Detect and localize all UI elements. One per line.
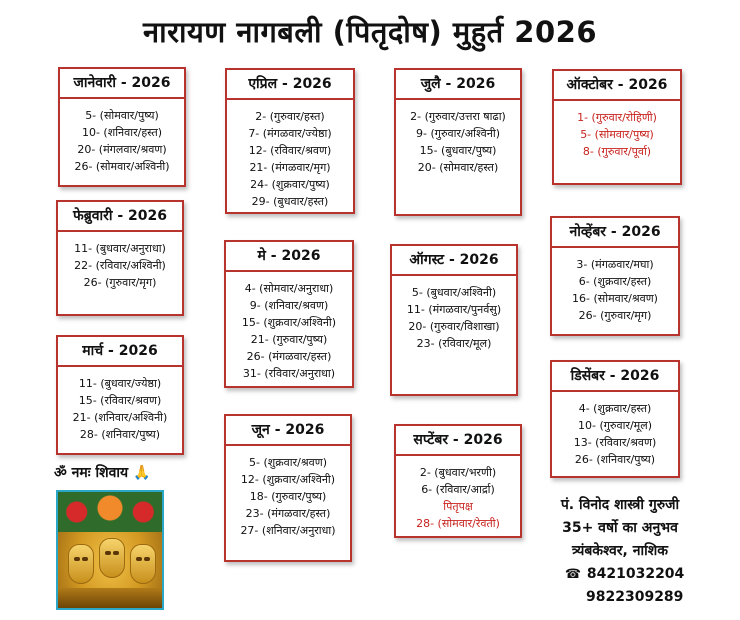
muhurat-entry: 21- (मंगळवार/मृग)	[249, 161, 331, 174]
muhurat-entry: 7- (मंगळवार/ज्येष्ठा)	[248, 127, 332, 140]
muhurat-entry: 16- (सोमवार/श्रवण)	[572, 292, 658, 305]
muhurat-entry: पितृपक्ष	[443, 500, 473, 513]
muhurat-entry: 31- (रविवार/अनुराधा)	[242, 367, 336, 380]
muhurat-entry: 11- (मंगळवार/पुनर्वसु)	[406, 303, 502, 316]
muhurat-entry: 20- (गुरुवार/विशाखा)	[408, 320, 500, 333]
muhurat-entry: 2- (गुरुवार/उत्तरा षाढा)	[410, 110, 506, 123]
month-card-feb	[56, 200, 184, 316]
muhurat-list	[58, 232, 182, 297]
muhurat-entry: 5- (सोमवार/पुष्य)	[85, 109, 159, 122]
muhurat-list	[552, 248, 678, 330]
muhurat-entry: 12- (रविवार/श्रवण)	[248, 144, 332, 157]
month-heading: एप्रिल - 2026	[227, 70, 353, 100]
muhurat-entry: 5- (बुधवार/अश्विनी)	[411, 286, 497, 299]
page-title: नारायण नागबली (पितृदोष) मुहुर्त 2026	[143, 15, 597, 49]
muhurat-entry: 9- (गुरुवार/अश्विनी)	[416, 127, 500, 140]
deity-photo	[56, 490, 164, 610]
muhurat-entry: 20- (सोमवार/हस्त)	[417, 161, 499, 174]
deity-face-right	[130, 544, 156, 584]
muhurat-entry: 27- (शनिवार/अनुराधा)	[240, 524, 336, 537]
month-card-apr	[225, 68, 355, 214]
muhurat-list	[226, 446, 350, 545]
muhurat-list	[396, 100, 520, 182]
contact-location: त्र्यंबकेश्वर, नाशिक	[571, 543, 669, 559]
muhurat-entry: 11- (बुधवार/ज्येष्ठा)	[78, 377, 162, 390]
muhurat-entry: 15- (शुक्रवार/अश्विनी)	[241, 316, 337, 329]
month-card-jun	[224, 414, 352, 562]
muhurat-entry: 9- (शनिवार/श्रवण)	[249, 299, 329, 312]
muhurat-entry: 28- (शनिवार/पुष्य)	[79, 428, 161, 441]
mantra-label: ॐ नमः शिवाय	[54, 465, 129, 481]
month-heading: मे - 2026	[226, 242, 352, 272]
phone-number-2[interactable]: 9822309289	[586, 589, 684, 605]
muhurat-entry: 21- (गुरुवार/पुष्य)	[250, 333, 328, 346]
muhurat-entry: 10- (गुरुवार/मूल)	[577, 419, 653, 432]
phone-icon: ☎	[564, 567, 582, 582]
muhurat-list	[60, 99, 184, 181]
month-heading: सप्टेंबर - 2026	[396, 426, 520, 456]
month-card-jan	[58, 67, 186, 187]
muhurat-entry: 15- (बुधवार/पुष्य)	[419, 144, 497, 157]
muhurat-list	[554, 101, 680, 166]
muhurat-entry: 10- (शनिवार/हस्त)	[81, 126, 163, 139]
muhurat-list	[392, 276, 516, 358]
contact-name: पं. विनोद शास्त्री गुरुजी	[560, 497, 680, 513]
month-card-sep	[394, 424, 522, 538]
month-heading: ऑक्टोबर - 2026	[554, 71, 680, 101]
deity-face-center	[99, 538, 125, 578]
muhurat-entry: 26- (शनिवार/पुष्य)	[574, 453, 656, 466]
mantra-text	[54, 463, 150, 482]
month-heading: ऑगस्ट - 2026	[392, 246, 516, 276]
month-card-nov	[550, 216, 680, 336]
contact-experience: 35+ वर्षो का अनुभव	[562, 520, 678, 536]
muhurat-entry: 1- (गुरुवार/रोहिणी)	[577, 111, 657, 124]
month-card-may	[224, 240, 354, 388]
muhurat-entry: 20- (मंगलवार/श्रवण)	[77, 143, 167, 156]
month-card-aug	[390, 244, 518, 396]
muhurat-entry: 21- (शनिवार/अश्विनी)	[72, 411, 168, 424]
month-heading: जुलै - 2026	[396, 70, 520, 100]
muhurat-entry: 2- (गुरुवार/हस्त)	[255, 110, 325, 123]
muhurat-list	[396, 456, 520, 538]
muhurat-list	[226, 272, 352, 388]
phone-row-2	[540, 586, 700, 609]
muhurat-entry: 6- (शुक्रवार/हस्त)	[578, 275, 652, 288]
muhurat-entry: 26- (सोमवार/अश्विनी)	[74, 160, 170, 173]
muhurat-entry: 2- (बुधवार/भरणी)	[419, 466, 497, 479]
muhurat-entry: 8- (गुरुवार/पूर्वा)	[582, 145, 652, 158]
muhurat-entry: 26- (मंगळवार/हस्त)	[246, 350, 332, 363]
muhurat-entry: 15- (रविवार/श्रवण)	[78, 394, 162, 407]
muhurat-entry: 4- (शुक्रवार/हस्त)	[578, 402, 652, 415]
muhurat-entry: 5- (सोमवार/पुष्य)	[580, 128, 654, 141]
muhurat-entry: 6- (रविवार/आर्द्रा)	[421, 483, 495, 496]
muhurat-entry: 13- (रविवार/श्रवण)	[573, 436, 657, 449]
muhurat-entry: 26- (गुरुवार/मृग)	[578, 309, 652, 322]
flower-garland	[58, 492, 162, 532]
muhurat-entry: 4- (सोमवार/अनुराधा)	[244, 282, 334, 295]
month-heading: डिसेंबर - 2026	[552, 362, 678, 392]
deity-base	[58, 588, 162, 608]
month-card-oct	[552, 69, 682, 185]
month-card-jul	[394, 68, 522, 216]
muhurat-entry: 26- (गुरुवार/मृग)	[83, 276, 157, 289]
muhurat-entry: 24- (शुक्रवार/पुष्य)	[250, 178, 330, 191]
muhurat-entry: 12- (शुक्रवार/अश्विनी)	[240, 473, 336, 486]
muhurat-entry: 18- (गुरुवार/पुष्य)	[249, 490, 327, 503]
deity-face-left	[68, 544, 94, 584]
month-heading: नोव्हेंबर - 2026	[552, 218, 678, 248]
phone-number-1[interactable]: 8421032204	[586, 566, 685, 582]
month-heading: जानेवारी - 2026	[60, 69, 184, 99]
month-card-mar	[56, 335, 184, 455]
contact-block	[540, 494, 700, 609]
month-heading: मार्च - 2026	[58, 337, 182, 367]
muhurat-entry: 11- (बुधवार/अनुराधा)	[74, 242, 166, 255]
muhurat-entry: 28- (सोमवार/रेवती)	[416, 517, 500, 530]
muhurat-list	[227, 100, 353, 216]
muhurat-entry: 23- (रविवार/मूल)	[416, 337, 492, 350]
phone-row-1	[540, 563, 700, 586]
muhurat-list	[552, 392, 678, 474]
muhurat-list	[58, 367, 182, 449]
month-card-dec	[550, 360, 680, 478]
month-heading: जून - 2026	[226, 416, 350, 446]
muhurat-entry: 3- (मंगळवार/मघा)	[576, 258, 654, 271]
muhurat-entry: 23- (मंगळवार/हस्त)	[245, 507, 331, 520]
muhurat-entry: 5- (शुक्रवार/श्रवण)	[248, 456, 327, 469]
month-heading: फेब्रुवारी - 2026	[58, 202, 182, 232]
folded-hands-icon: 🙏	[133, 465, 151, 481]
muhurat-entry: 22- (रविवार/अश्विनी)	[74, 259, 166, 272]
muhurat-entry: 29- (बुधवार/हस्त)	[251, 195, 329, 208]
